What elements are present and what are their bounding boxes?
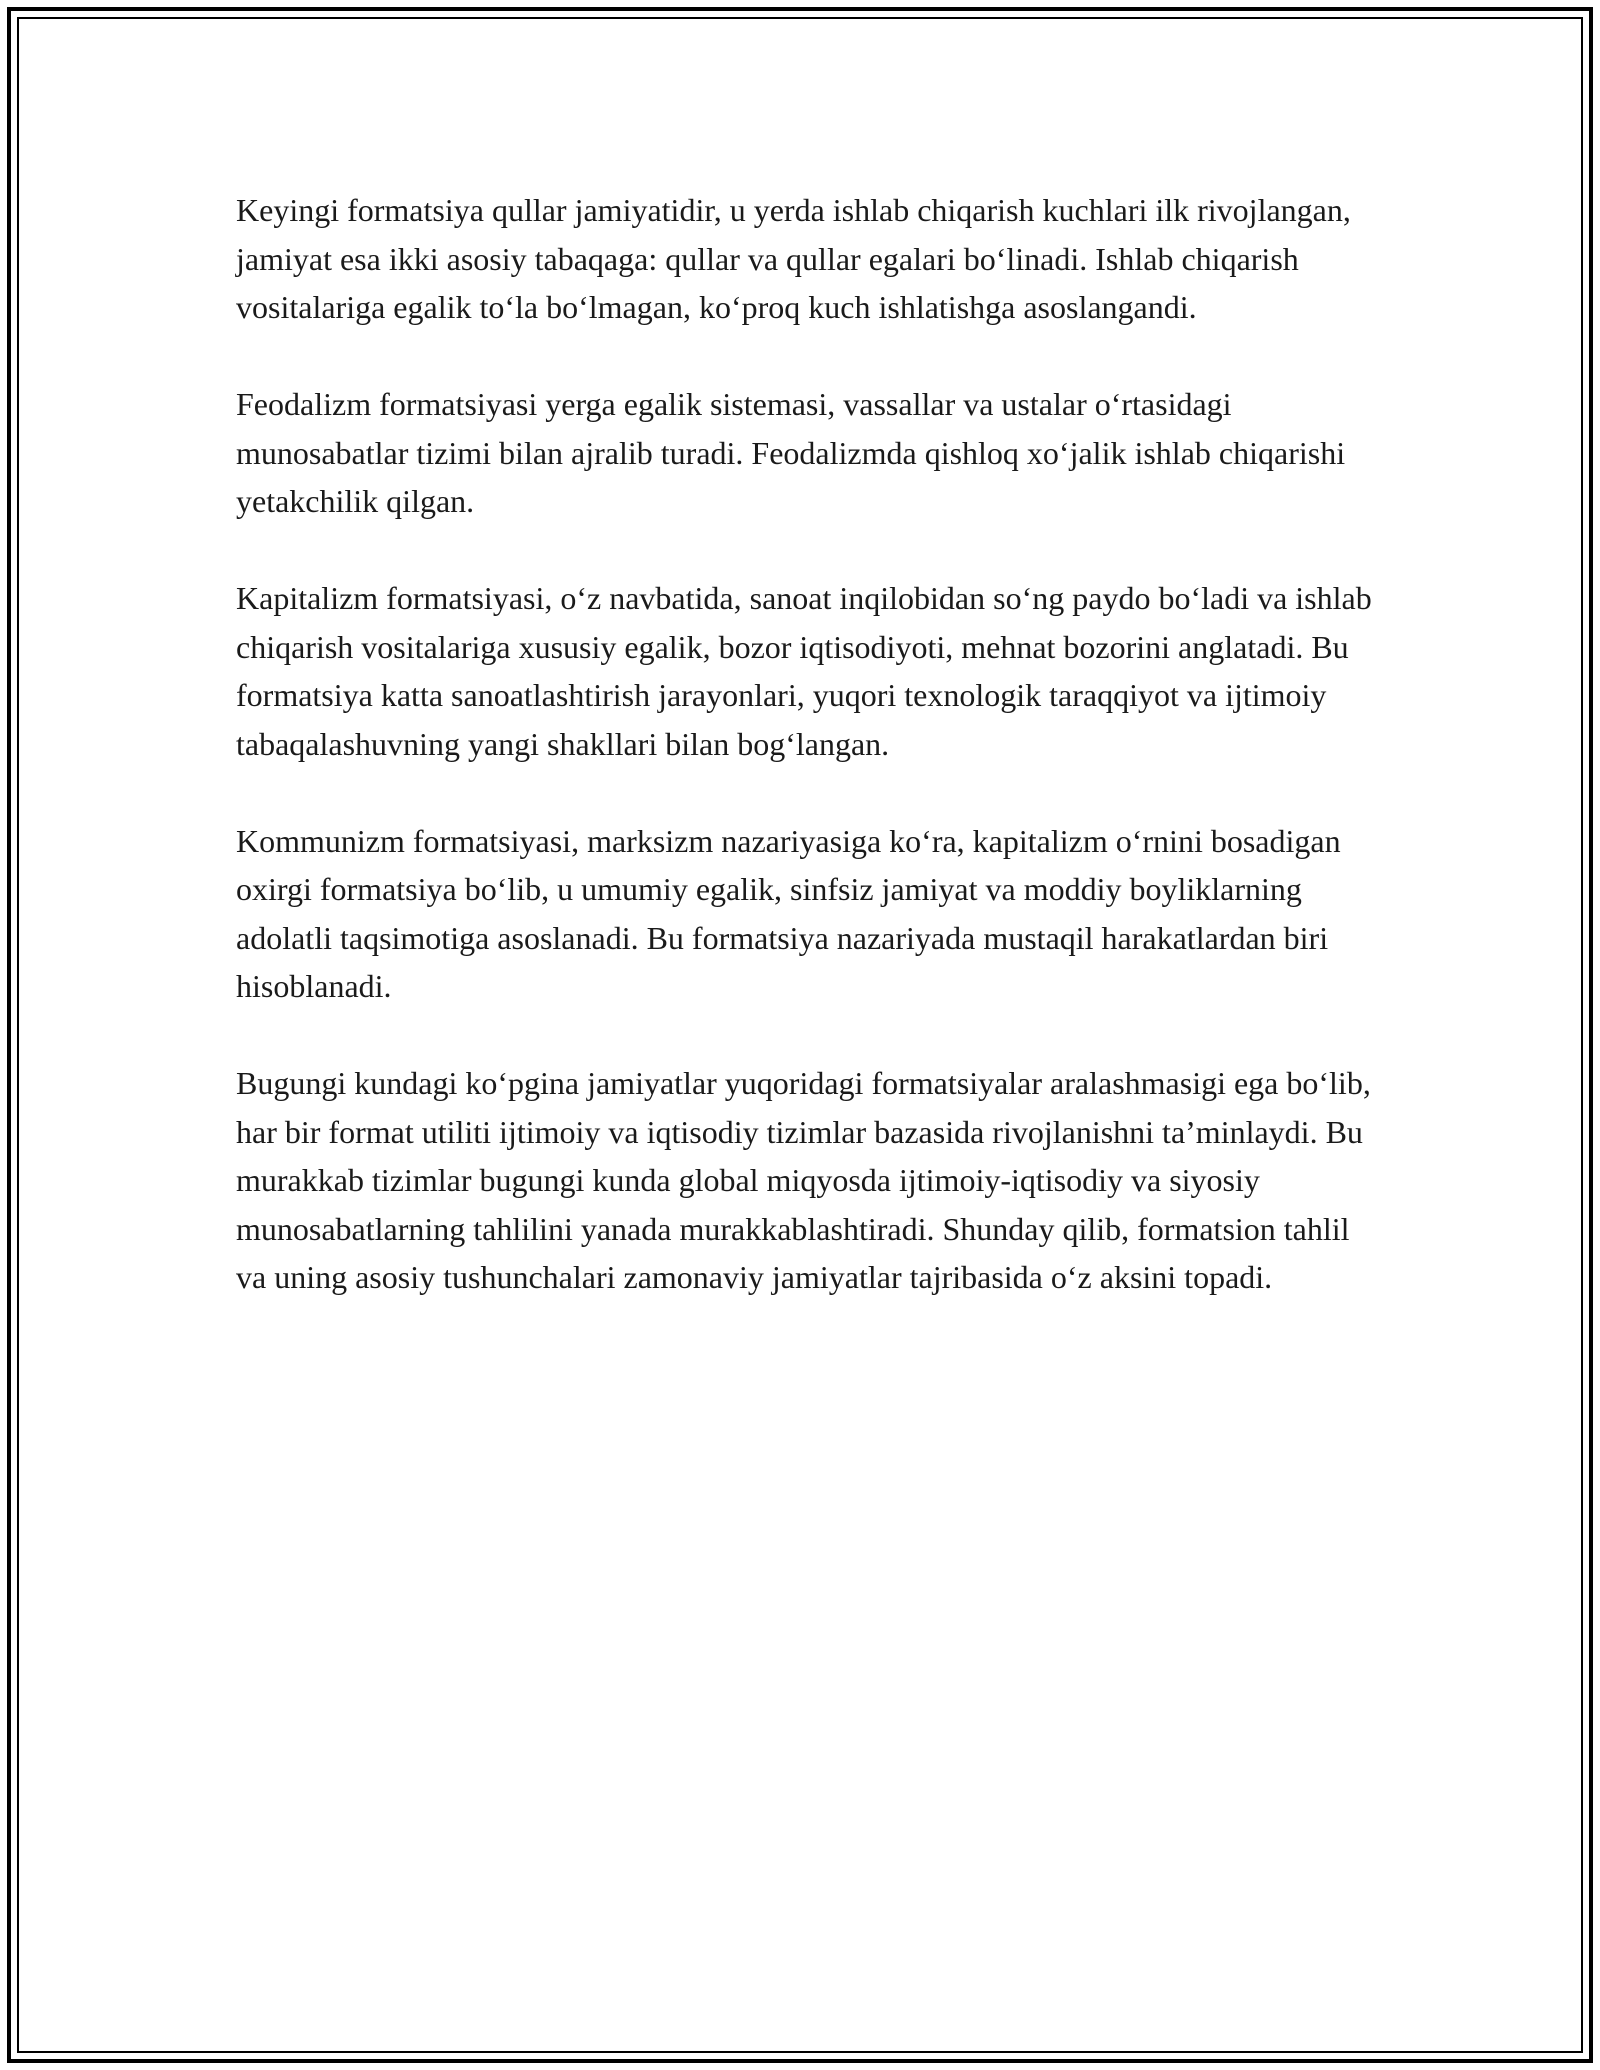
paragraph-feudalism: Feodalizm formatsiyasi yerga egalik sistemasi, vassallar va ustalar oʻrtasidagi munosabatlar tizimi bilan ajralib turadi. Feodalizmda qishloq xoʻjalik ishlab chiqarishi yetakchilik qilgan. bbox=[236, 386, 1346, 519]
document-body bbox=[236, 186, 1376, 1350]
paragraph-communism: Kommunizm formatsiyasi, marksizm nazariyasiga koʻra, kapitalizm oʻrnini bosadigan oxirgi formatsiya boʻlib, u umumiy egalik, sinfsiz jamiyat va moddiy boyliklarning adolatli taqsimotiga asoslanadi. Bu formatsiya nazariyada mustaqil harakatlardan biri hisoblanadi. bbox=[236, 822, 1341, 1004]
paragraph-modern-societies: Bugungi kundagi koʻpgina jamiyatlar yuqoridagi formatsiyalar aralashmasigi ega boʻlib, har bir format utiliti ijtimoiy va iqtisodiy tizimlar bazasida rivojlanishni taʼminlaydi. Bu murakkab tizimlar bugungi kunda global miqyosda ijtimoiy-iqtisodiy va siyosiy munosabatlarning tahlilini yanada murakkablashtiradi. Shunday qilib, formatsion tahlil va uning asosiy tushunchalari zamonaviy jamiyatlar tajribasida oʻz aksini topadi. bbox=[236, 1065, 1371, 1295]
paragraph-capitalism: Kapitalizm formatsiyasi, oʻz navbatida, sanoat inqilobidan soʻng paydo boʻladi va ishlab chiqarish vositalariga xususiy egalik, bozor iqtisodiyoti, mehnat bozorini anglatadi. Bu formatsiya katta sanoatlashtirish jarayonlari, yuqori texnologik taraqqiyot va ijtimoiy tabaqalashuvning yangi shakllari bilan bogʻlangan. bbox=[236, 580, 1372, 762]
paragraph-slave-society: Keyingi formatsiya qullar jamiyatidir, u yerda ishlab chiqarish kuchlari ilk rivojlangan, jamiyat esa ikki asosiy tabaqaga: qullar va qullar egalari boʻlinadi. Ishlab chiqarish vositalariga egalik toʻla boʻlmagan, koʻproq kuch ishlatishga asoslangandi. bbox=[236, 192, 1351, 325]
